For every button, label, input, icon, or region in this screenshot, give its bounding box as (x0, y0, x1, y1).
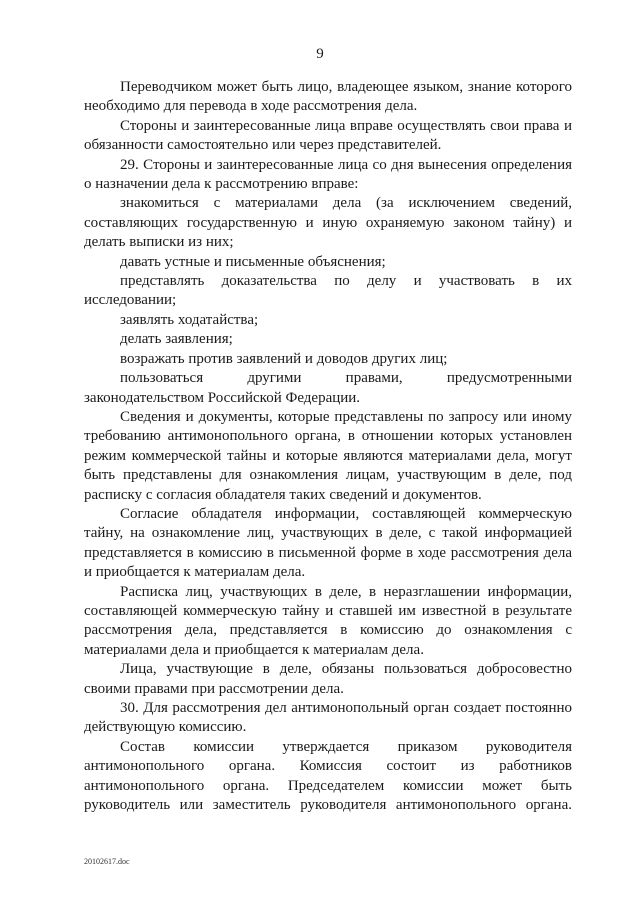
paragraph-nondisclosure-receipt: Расписка лиц, участвующих в деле, в неразглашении информации, составляющей коммерческую тайну и ставшей им известной в результате рассмотрения дела, представляется в комиссию до ознакомления с материалами дела и приобщается к материалам дела. (84, 583, 572, 658)
list-item-evidence: представлять доказательства по делу и участвовать в их исследовании; (84, 273, 572, 309)
paragraph-clause-30: 30. Для рассмотрения дел антимонопольный орган создает постоянно действующую комиссию. (84, 700, 572, 736)
list-item-explanations: давать устные и письменные объяснения; (120, 253, 386, 270)
paragraph-representatives: Стороны и заинтересованные лица вправе осуществлять свои права и обязанности самостоятельно или через представителей. (84, 117, 572, 154)
page-number: 9 (316, 46, 324, 62)
document-body (84, 78, 572, 815)
paragraph-owner-consent: Согласие обладателя информации, составляющей коммерческую тайну, на ознакомление лиц, участвующих в деле, с такой информацией представляется в комиссию в письменной форме в ходе рассмотрения дела и приобщается к материалам дела. (84, 505, 572, 581)
footer-filename: 20102617.doc (84, 857, 130, 866)
paragraph-trade-secret-documents: Сведения и документы, которые представлены по запросу или иному требованию антимонопольного органа, в отношении которых установлен режим коммерческой тайны и которые являются материалами дела, могут быть представлены для ознакомления лицам, участвующим в деле, под расписку с согласия обладателя таких сведений и документов. (84, 408, 572, 503)
paragraph-translator: Переводчиком может быть лицо, владеющее языком, знание которого необходимо для перевода в ходе рассмотрения дела. (84, 79, 572, 115)
paragraph-commission-composition: Состав комиссии утверждается приказом руководителя антимонопольного органа. Комиссия состоит из работников антимонопольного органа. Председателем комиссии может быть руководитель или заместитель руководителя антимонопольного органа. (84, 738, 572, 814)
list-item-review-materials: знакомиться с материалами дела (за исключением сведений, составляющих государственную и иную охраняемую законом тайну) и делать выписки из них; (84, 195, 572, 251)
list-item-other-rights: пользоваться другими правами, предусмотренными законодательством Российской Федерации. (84, 370, 572, 406)
list-item-objections: возражать против заявлений и доводов других лиц; (120, 350, 448, 367)
paragraph-good-faith: Лица, участвующие в деле, обязаны пользоваться добросовестно своими правами при рассмотрении дела. (84, 661, 572, 697)
paragraph-clause-29: 29. Стороны и заинтересованные лица со дня вынесения определения о назначении дела к рассмотрению вправе: (84, 156, 572, 193)
list-item-motions: заявлять ходатайства; (120, 311, 259, 328)
list-item-statements: делать заявления; (120, 331, 233, 348)
